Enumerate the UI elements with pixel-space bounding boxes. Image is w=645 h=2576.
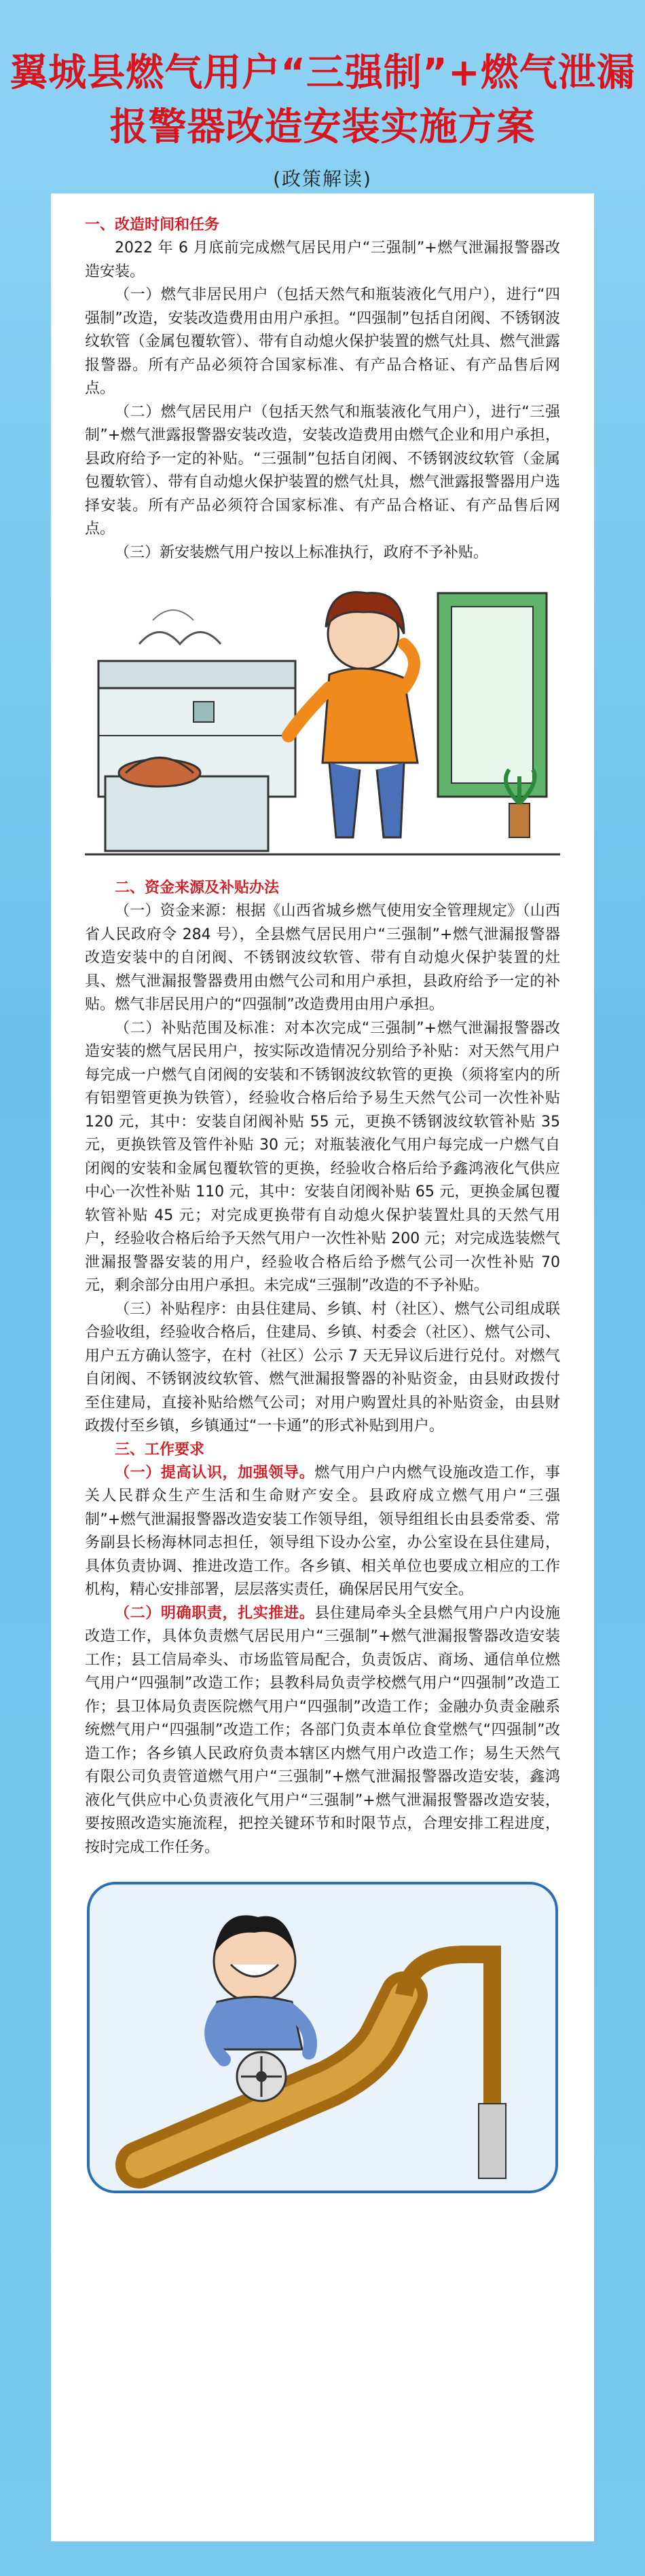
section1-para4: （三）新安装燃气用户按以上标准执行，政府不予补贴。 [115,544,489,561]
section3-para1 [85,1462,560,1602]
page-subtitle: (政策解读) [273,168,372,190]
section1-para3: （二）燃气居民用户（包括天然气和瓶装液化气用户），进行“三强制”+燃气泄露报警器安装改造，安装改造费用由燃气企业和用户承担，县政府给予一定的补贴。“三强制”包括自闭阀、不锈钢波纹软管（金属包覆软管）、带有自动熄火保护装置的燃气灶具，燃气泄露报警器用户选择安装。所有产品必须符合国家标准、有产品合格证、有产品售后网点。 [85,403,560,537]
section1-para2: （一）燃气非居民用户（包括天然气和瓶装液化气用户），进行“四强制”改造，安装改造费用由用户承担。“四强制”包括自闭阀、不锈钢波纹软管（金属包覆软管）、带有自动熄火保护装置的燃气灶具、燃气泄露报警器。所有产品必须符合国家标准、有产品合格证、有产品售后网点。 [85,286,560,397]
gas-leak-illustration [85,580,560,865]
section1-title: 一、改造时间和任务 [85,216,220,233]
page-header [0,0,645,193]
page-title-line1: 翼城县燃气用户“三强制”+燃气泄漏 [10,51,635,95]
section2-para3: （三）补贴程序：由县住建局、乡镇、村（社区）、燃气公司组成联合验收组，经验收合格后，住建局、乡镇、村委会（社区）、燃气公司、用户五方确认签字，在村（社区）公示 7 天无异议后进行兑付。对燃气自闭阀、不锈钢波纹软管、燃气泄漏报警器的补贴资金，由县财政拨付至住建局，直接补贴给燃气公司；对用户购置灶具的补贴资金，由县财政拨付至乡镇，乡镇通过“一卡通”的形式补贴到用户。 [85,1300,560,1435]
section2-para2: （二）补贴范围及标准：对本次完成“三强制”+燃气泄漏报警器改造安装的燃气居民用户，按实际改造情况分别给予补贴：对天然气用户每完成一户燃气自闭阀的安装和不锈钢波纹软管的更换（须将室内的所有铝塑管更换为铁管），经验收合格后给予易生天然气公司一次性补贴 120 元，其中：安装自闭阀补贴 55 元，更换不锈钢波纹软管补贴 35 元，更换铁管及管件补贴 30 元；对瓶装液化气用户每完成一户燃气自闭阀的安装和金属包覆软管的更换，经验收合格后给予鑫鸿液化气供应中心一次性补贴 110 元，其中：安装自闭阀补贴 65 元，更换金属包覆软管补贴 45 元；对完成更换带有自动熄火保护装置灶具的天然气用户，经验收合格后给予天然气用户一次性补贴 200 元；对完成选装燃气泄漏报警器安装的用户，经验收合格后给予燃气公司一次性补贴 70 元，剩余部分由用户承担。未完成“三强制”改造的不予补贴。 [85,1019,560,1294]
section3-para2-body: 县住建局牵头全县燃气用户户内设施改造工作，具体负责燃气居民用户“三强制”+燃气泄漏报警器改造安装工作；县工信局牵头、市场监管局配合，负责饭店、商场、通信单位燃气用户“四强制”改造工作；县教科局负责学校燃气用户“四强制”改造工作；县卫体局负责医院燃气用户“四强制”改造工作；金融办负责金融系统燃气用户“四强制”改造工作；各部门负责本单位食堂燃气“四强制”改造工作；各乡镇人民政府负责本辖区内燃气用户改造工作；易生天然气有限公司负责管道燃气用户“三强制”+燃气泄漏报警器改造安装，鑫鸿液化气供应中心负责液化气用户“三强制”+燃气泄漏报警器改造安装，要按照改造实施流程，把控关键环节和时限节点，合理安排工程进度，按时完成工作任务。 [85,1604,560,1856]
section1-para1: 2022 年 6 月底前完成燃气居民用户“三强制”+燃气泄漏报警器改造安装。 [85,240,560,280]
section3-para1-heading: （一）提高认识，加强领导。 [115,1464,315,1481]
section2-title: 二、资金来源及补贴办法 [115,879,280,896]
section3-para2-heading: （二）明确职责，扎实推进。 [115,1604,315,1622]
pipe-worker-illustration [85,1880,560,2199]
section3-para1-body: 燃气用户户内燃气设施改造工作，事关人民群众生产生活和生命财产安全。县政府成立燃气用户“三强制”+燃气泄漏报警器改造安装工作领导组，领导组组长由县委常委、常务副县长杨海林同志担任，领导组下设办公室，办公室设在县住建局，具体负责协调、推进改造工作。各乡镇、相关单位也要成立相应的工作机构，精心安排部署，层层落实责任，确保居民用气安全。 [85,1464,560,1598]
page-title-line2: 报警器改造安装实施方案 [109,105,536,149]
section3-title: 三、工作要求 [115,1441,205,1458]
content-card [51,193,594,2541]
section2-para1: （一）资金来源：根据《山西省城乡燃气使用安全管理规定》（山西省人民政府令 284 号），全县燃气居民用户“三强制”+燃气泄漏报警器改造安装中的自闭阀、不锈钢波纹软管、带有自动熄火保护装置的灶具、燃气泄漏报警器费用由燃气公司和用户承担，县政府给予一定的补贴。燃气非居民用户的“四强制”改造费用由用户承担。 [85,903,560,1013]
section3-para2 [85,1602,560,1860]
